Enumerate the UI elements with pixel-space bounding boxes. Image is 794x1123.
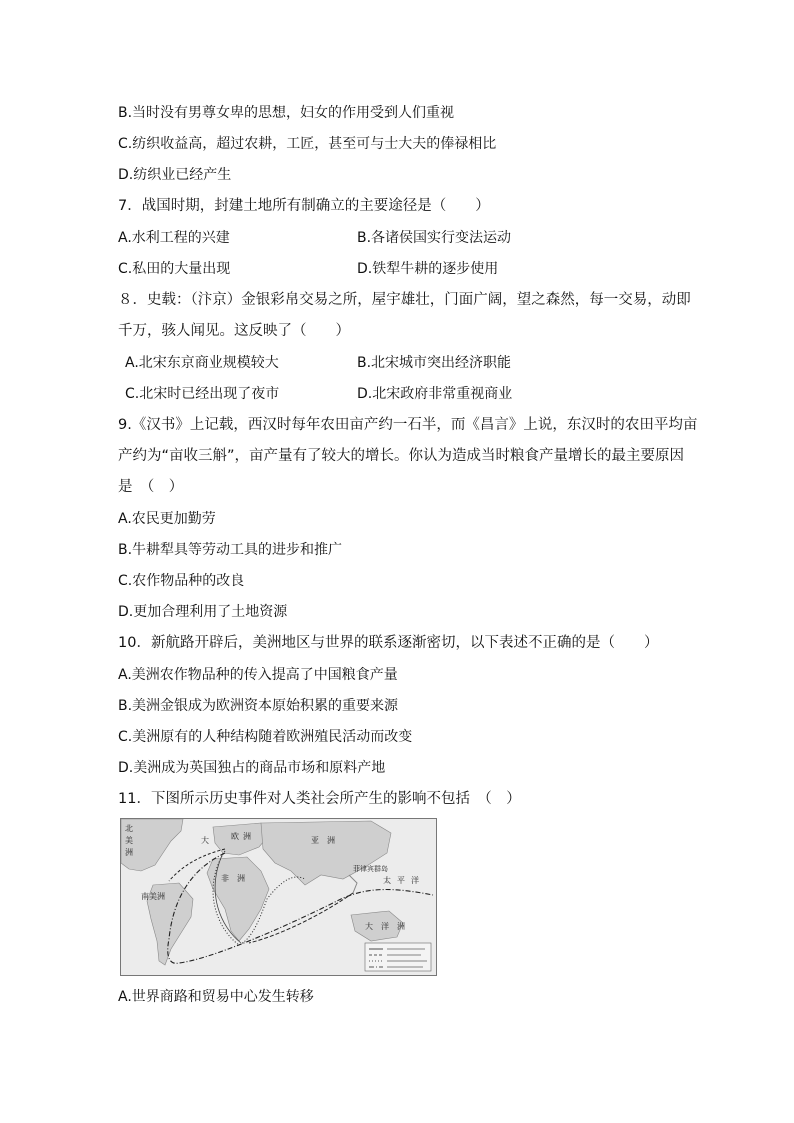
q8-option-c: C.北宋时已经出现了夜市 — [125, 386, 280, 402]
label-north-america-1: 北 — [125, 824, 133, 833]
q10-stem: 10．新航路开辟后，美洲地区与世界的联系逐渐密切，以下表述不正确的是（ ） — [118, 635, 659, 651]
q9-option-c: C.农作物品种的改良 — [118, 573, 245, 589]
q6-option-b: B.当时没有男尊女卑的思想，妇女的作用受到人们重视 — [118, 105, 455, 121]
q6-option-c: C.纺织收益高，超过农耕，工匠，甚至可与士大夫的俸禄相比 — [118, 136, 497, 152]
label-pacific-1: 太 — [383, 876, 391, 885]
q9-stem-line3: 是 （ ） — [118, 479, 184, 495]
q8-option-a: A.北宋东京商业规模较大 — [125, 355, 279, 371]
q10-option-c: C.美洲原有的人种结构随着欧洲殖民活动而改变 — [118, 729, 413, 745]
q7-option-b: B.各诸侯国实行变法运动 — [357, 230, 512, 246]
label-pacific-3: 洋 — [411, 876, 419, 885]
label-africa-1: 非 — [221, 874, 229, 883]
label-north-america-3: 洲 — [125, 848, 133, 857]
q9-stem-line1: 9.《汉书》上记载，西汉时每年农田亩产约一石半，而《昌言》上说，东汉时的农田平均亩 — [118, 417, 698, 433]
label-south-america: 南美洲 — [141, 892, 165, 901]
q9-stem-line2: 产约为“亩收三斛”，亩产量有了较大的增长。你认为造成当时粮食产量增长的最主要原因 — [118, 448, 685, 464]
q8-stem-line1: ８．史载：（汴京）金银彩帛交易之所，屋宇雄壮，门面广阔，望之森然，每一交易，动即 — [118, 292, 691, 308]
q7-option-a: A.水利工程的兴建 — [118, 230, 230, 246]
label-atlantic: 大 — [201, 836, 209, 845]
new-sea-routes-map — [120, 818, 437, 976]
q7-option-c: C.私田的大量出现 — [118, 261, 231, 277]
asia-landmass — [261, 821, 391, 885]
label-africa-2: 洲 — [237, 874, 245, 883]
q9-option-b: B.牛耕犁具等劳动工具的进步和推广 — [118, 542, 343, 558]
label-asia-1: 亚 — [311, 836, 319, 845]
q8-option-b: B.北宋城市突出经济职能 — [357, 355, 512, 371]
label-pacific-2: 平 — [397, 876, 405, 885]
label-north-america-2: 美 — [125, 836, 133, 845]
label-asia-2: 洲 — [327, 836, 335, 845]
label-europe-2: 洲 — [243, 832, 251, 841]
q8-option-d: D.北宋政府非常重视商业 — [357, 386, 513, 402]
label-philippines: 菲律宾群岛 — [353, 865, 388, 873]
q6-option-d: D.纺织业已经产生 — [118, 167, 232, 183]
q9-option-a: A.农民更加勤劳 — [118, 511, 216, 527]
q9-option-d: D.更加合理利用了土地资源 — [118, 604, 288, 620]
q10-option-d: D.美洲成为英国独占的商品市场和原料产地 — [118, 760, 386, 776]
q10-option-b: B.美洲金银成为欧洲资本原始积累的重要来源 — [118, 698, 399, 714]
q7-option-d: D.铁犁牛耕的逐步使用 — [357, 261, 499, 277]
q8-stem-line2: 千万，骇人闻见。这反映了（ ） — [118, 323, 350, 339]
q11-option-a: A.世界商路和贸易中心发生转移 — [118, 989, 314, 1005]
q10-option-a: A.美洲农作物品种的传入提高了中国粮食产量 — [118, 667, 398, 683]
map-legend — [365, 943, 431, 971]
label-oceania: 大 洋 洲 — [365, 922, 405, 931]
island-arc — [349, 875, 357, 893]
q11-stem: 11．下图所示历史事件对人类社会所产生的影响不包括 （ ） — [118, 791, 521, 807]
q7-stem: 7．战国时期，封建土地所有制确立的主要途径是（ ） — [118, 198, 490, 214]
label-europe-1: 欧 — [231, 832, 239, 841]
